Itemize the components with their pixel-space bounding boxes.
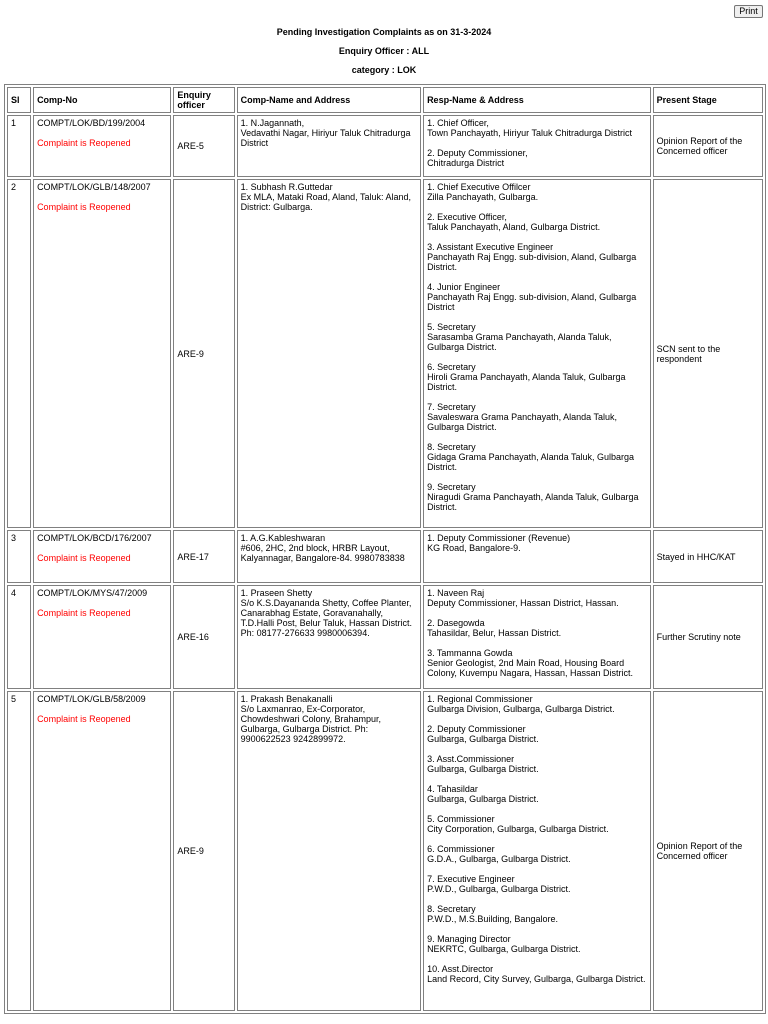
respondent-entry: 10. Asst.Director Land Record, City Survey, Gulbarga, Gulbarga District.: [427, 964, 646, 984]
respondent-entry: 1. Chief Officer, Town Panchayath, Hiriyur Taluk Chitradurga District: [427, 118, 632, 138]
header-resp-name: Resp-Name & Address: [423, 87, 651, 113]
respondents-cell: [423, 585, 651, 689]
table-header-row: [7, 87, 763, 113]
complaints-table: [4, 84, 766, 1014]
complainant-cell: 1. Prakash Benakanalli S/o Laxmanrao, Ex-Corporator, Chowdeshwari Colony, Brahampur, Gulbarga, Gulbarga District. Ph: 9900622523 9242899972.: [237, 691, 421, 1011]
respondent-entry: 2. Executive Officer, Taluk Panchayath, Aland, Gulbarga District.: [427, 212, 601, 232]
respondent-entry: 5. Commissioner City Corporation, Gulbarga, Gulbarga District.: [427, 814, 609, 834]
present-stage-cell: Further Scrutiny note: [653, 585, 763, 689]
respondent-entry: 7. Secretary Savaleswara Grama Panchayath, Alanda Taluk, Gulbarga District.: [427, 402, 618, 432]
present-stage-cell: SCN sent to the respondent: [653, 179, 763, 528]
respondent-entry: 6. Commissioner G.D.A., Gulbarga, Gulbarga District.: [427, 844, 571, 864]
respondent-entry: 7. Executive Engineer P.W.D., Gulbarga, Gulbarga District.: [427, 874, 571, 894]
table-row: [7, 179, 763, 528]
table-row: [7, 585, 763, 689]
header-enquiry-officer: Enquiry officer: [173, 87, 234, 113]
complainant-cell: 1. Praseen Shetty S/o K.S.Dayananda Shetty, Coffee Planter, Canarabhag Estate, Goravanahally, T.D.Halli Post, Belur Taluk, Hassan District. Ph: 08177-276633 9980006394.: [237, 585, 421, 689]
comp-no: COMPT/LOK/GLB/58/2009: [37, 694, 146, 704]
reopened-status: Complaint is Reopened: [37, 714, 131, 724]
respondent-entry: 9. Secretary Niragudi Grama Panchayath, Alanda Taluk, Gulbarga District.: [427, 482, 639, 512]
respondent-entry: 1. Deputy Commissioner (Revenue) KG Road, Bangalore-9.: [427, 533, 571, 553]
respondents-cell: [423, 691, 651, 1011]
complainant-cell: 1. Subhash R.Guttedar Ex MLA, Mataki Road, Aland, Taluk: Aland, District: Gulbarga.: [237, 179, 421, 528]
print-button[interactable]: Print: [734, 5, 763, 18]
present-stage-cell: Stayed in HHC/KAT: [653, 530, 763, 583]
sl-cell: 2: [7, 179, 31, 528]
respondent-entry: 2. Deputy Commissioner Gulbarga, Gulbarga District.: [427, 724, 539, 744]
enquiry-officer-line: Enquiry Officer : ALL: [338, 46, 430, 56]
enquiry-officer-cell: ARE-9: [173, 691, 234, 1011]
table-row: [7, 691, 763, 1011]
table-row: [7, 530, 763, 583]
respondent-entry: 2. Deputy Commissioner, Chitradurga District: [427, 148, 528, 168]
respondent-entry: 1. Chief Executive Offilcer Zilla Panchayath, Gulbarga.: [427, 182, 539, 202]
comp-no: COMPT/LOK/MYS/47/2009: [37, 588, 148, 598]
enquiry-officer-cell: ARE-9: [173, 179, 234, 528]
present-stage-cell: Opinion Report of the Concerned officer: [653, 691, 763, 1011]
respondent-entry: 4. Junior Engineer Panchayath Raj Engg. sub-division, Aland, Gulbarga District: [427, 282, 637, 312]
respondent-entry: 6. Secretary Hiroli Grama Panchayath, Alanda Taluk, Gulbarga District.: [427, 362, 626, 392]
respondents-cell: [423, 115, 651, 177]
present-stage-cell: Opinion Report of the Concerned officer: [653, 115, 763, 177]
header-sl: Sl: [7, 87, 31, 113]
complainant-cell: 1. N.Jagannath, Vedavathi Nagar, Hiriyur Taluk Chitradurga District: [237, 115, 421, 177]
header-present-stage: Present Stage: [653, 87, 763, 113]
respondents-cell: [423, 530, 651, 583]
sl-cell: 5: [7, 691, 31, 1011]
enquiry-officer-cell: ARE-16: [173, 585, 234, 689]
comp-no-cell: [33, 115, 171, 177]
sl-cell: 3: [7, 530, 31, 583]
header-comp-name: Comp-Name and Address: [237, 87, 421, 113]
comp-no-cell: [33, 179, 171, 528]
respondent-entry: 3. Assistant Executive Engineer Panchayath Raj Engg. sub-division, Aland, Gulbarga District.: [427, 242, 637, 272]
reopened-status: Complaint is Reopened: [37, 138, 131, 148]
respondent-entry: 4. Tahasildar Gulbarga, Gulbarga District.: [427, 784, 539, 804]
sl-cell: 4: [7, 585, 31, 689]
respondent-entry: 3. Asst.Commissioner Gulbarga, Gulbarga District.: [427, 754, 539, 774]
respondent-entry: 9. Managing Director NEKRTC, Gulbarga, Gulbarga District.: [427, 934, 581, 954]
comp-no-cell: [33, 585, 171, 689]
respondents-cell: [423, 179, 651, 528]
comp-no-cell: [33, 530, 171, 583]
respondent-entry: 2. Dasegowda Tahasildar, Belur, Hassan District.: [427, 618, 562, 638]
respondent-entry: 3. Tammanna Gowda Senior Geologist, 2nd Main Road, Housing Board Colony, Kuvempu Nagara, Hassan, Hassan District.: [427, 648, 633, 678]
respondent-entry: 1. Naveen Raj Deputy Commissioner, Hassan District, Hassan.: [427, 588, 619, 608]
respondent-entry: 5. Secretary Sarasamba Grama Panchayath, Alanda Taluk, Gulbarga District.: [427, 322, 612, 352]
table-row: [7, 115, 763, 177]
reopened-status: Complaint is Reopened: [37, 202, 131, 212]
respondent-entry: 8. Secretary P.W.D., M.S.Building, Bangalore.: [427, 904, 558, 924]
page-title: Pending Investigation Complaints as on 31-3-2024: [276, 27, 492, 37]
sl-cell: 1: [7, 115, 31, 177]
comp-no: COMPT/LOK/BCD/176/2007: [37, 533, 152, 543]
comp-no: COMPT/LOK/BD/199/2004: [37, 118, 146, 128]
reopened-status: Complaint is Reopened: [37, 553, 131, 563]
reopened-status: Complaint is Reopened: [37, 608, 131, 618]
respondent-entry: 8. Secretary Gidaga Grama Panchayath, Alanda Taluk, Gulbarga District.: [427, 442, 635, 472]
enquiry-officer-cell: ARE-17: [173, 530, 234, 583]
comp-no-cell: [33, 691, 171, 1011]
header-comp-no: Comp-No: [33, 87, 171, 113]
comp-no: COMPT/LOK/GLB/148/2007: [37, 182, 151, 192]
respondent-entry: 1. Regional Commissioner Gulbarga Division, Gulbarga, Gulbarga District.: [427, 694, 615, 714]
category-line: category : LOK: [351, 65, 417, 75]
enquiry-officer-cell: ARE-5: [173, 115, 234, 177]
complainant-cell: 1. A.G.Kableshwaran #606, 2HC, 2nd block, HRBR Layout, Kalyannagar, Bangalore-84. 9980783838: [237, 530, 421, 583]
